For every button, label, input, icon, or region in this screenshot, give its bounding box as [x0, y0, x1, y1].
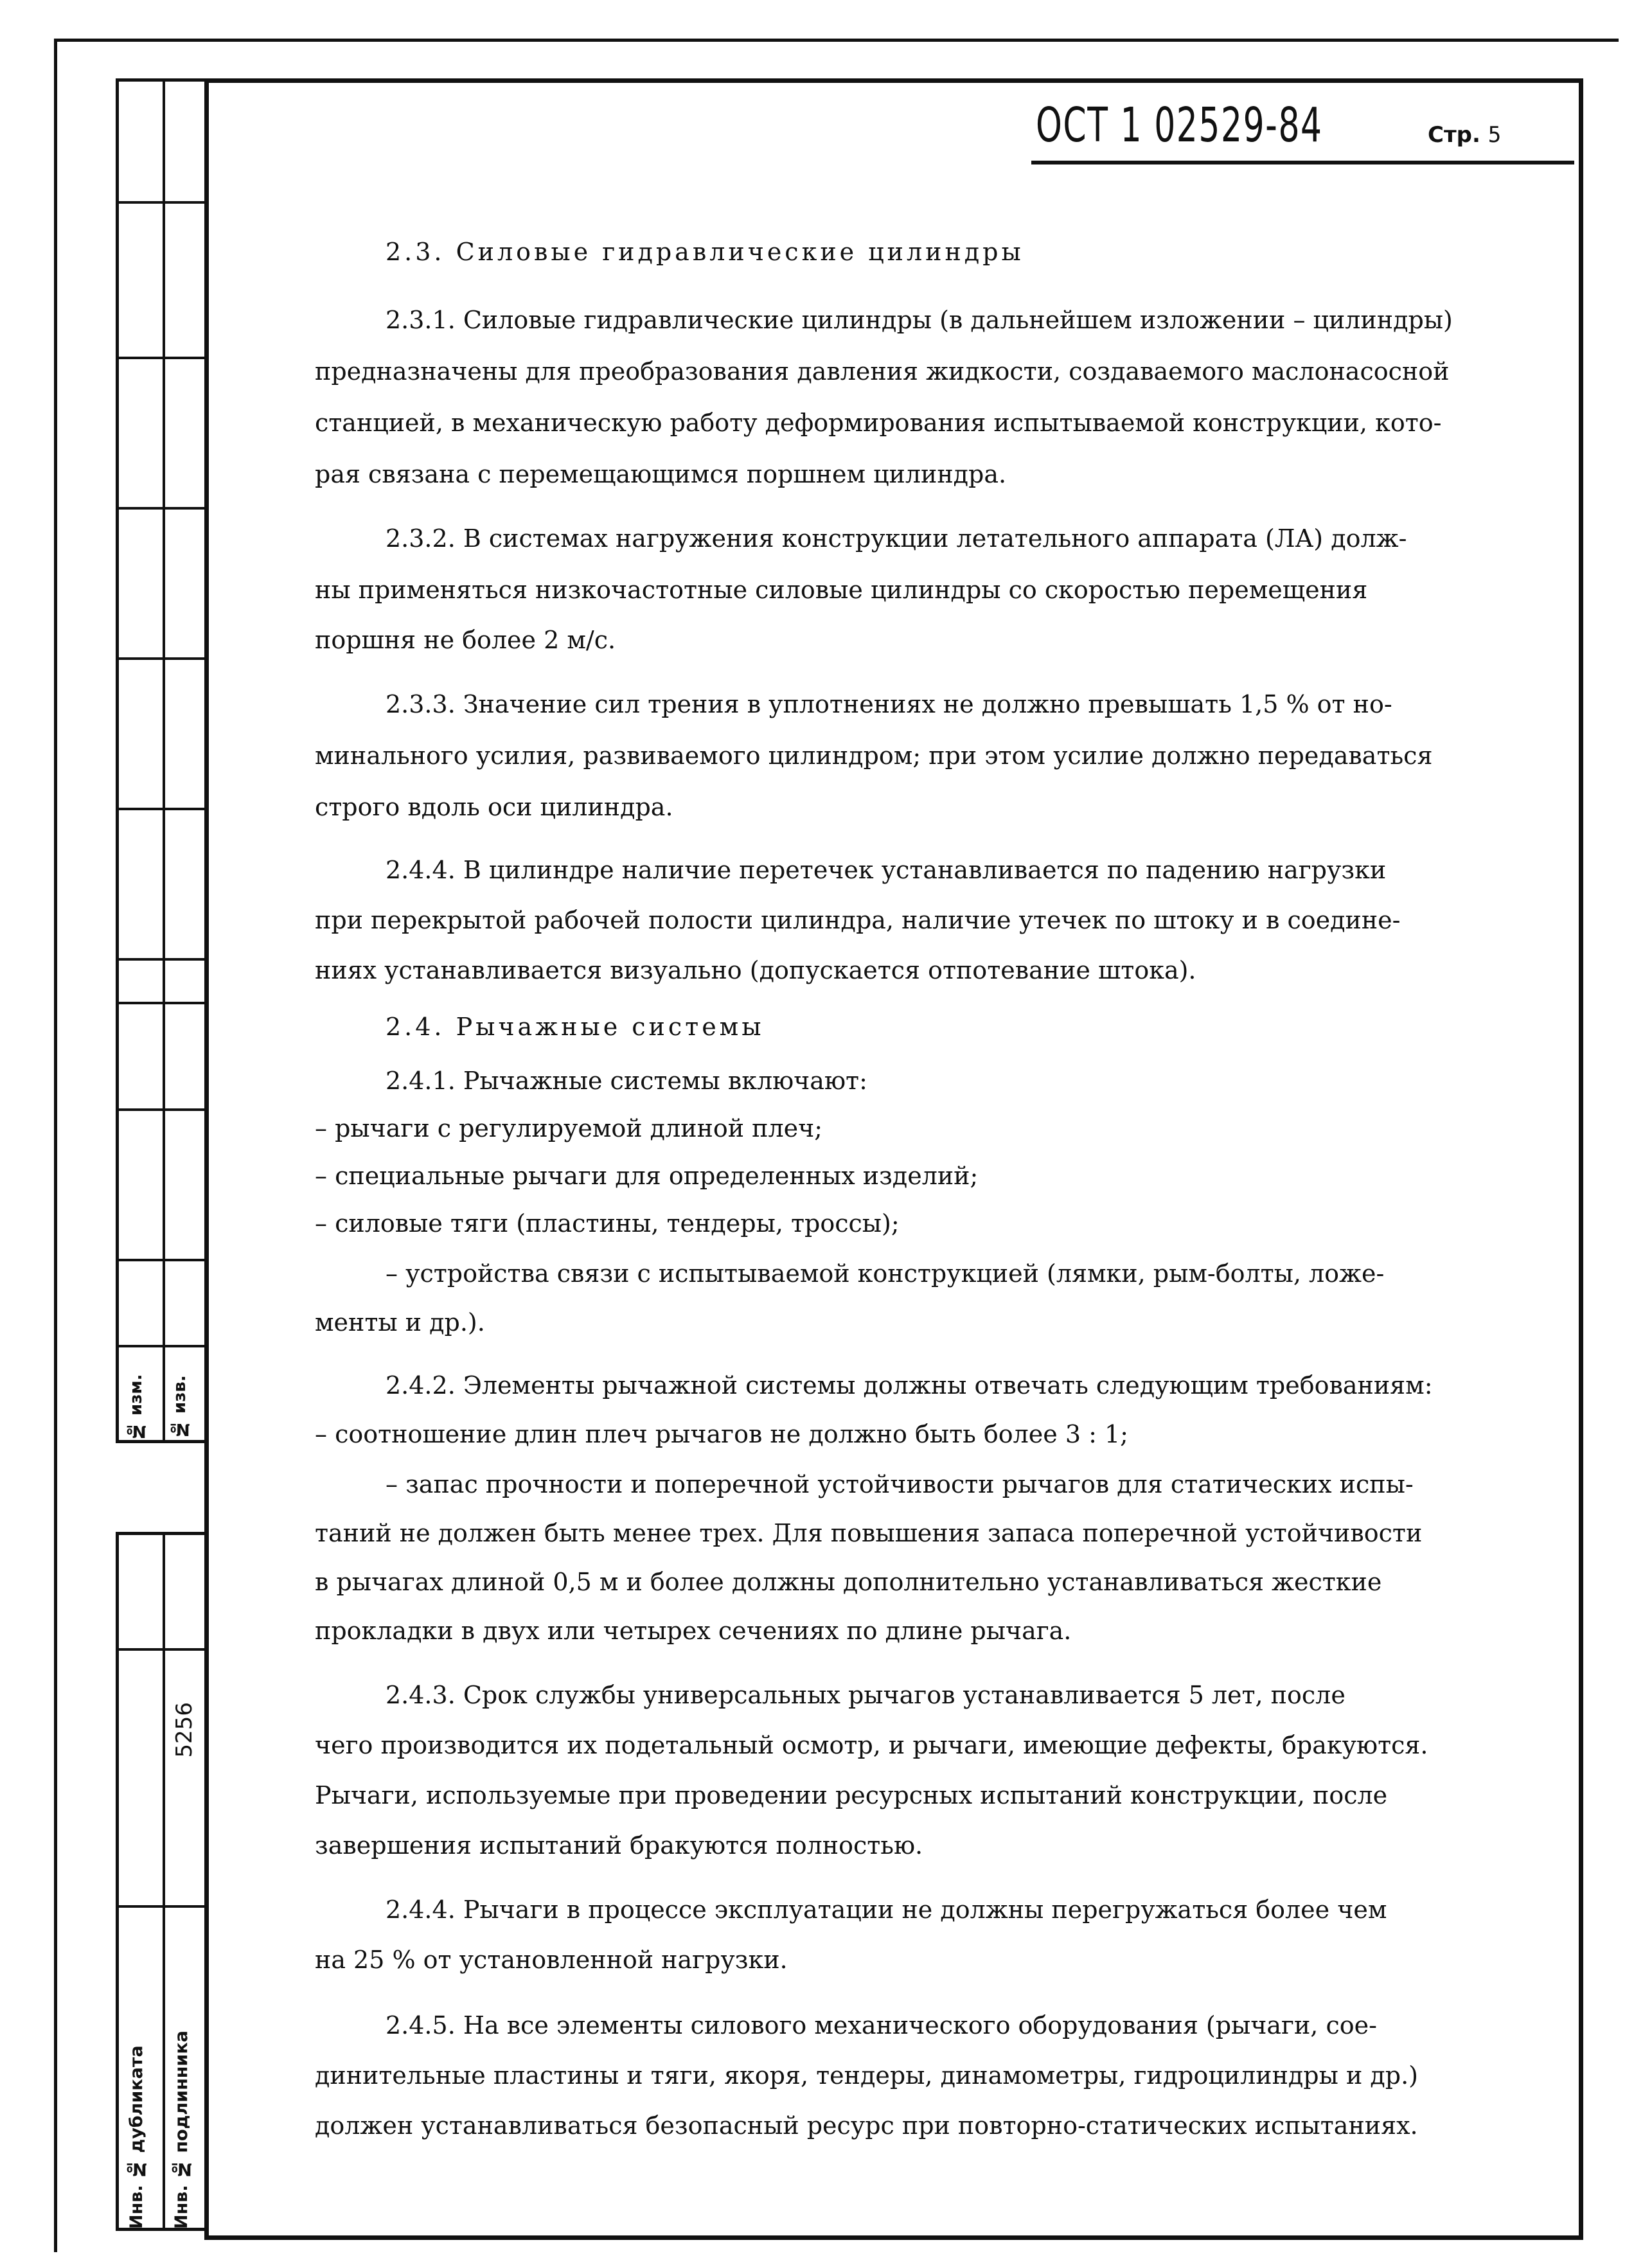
paragraph-line: рая связана с перемещающимся поршнем цилиндра.	[315, 460, 1007, 488]
paragraph-line: чего производится их подетальный осмотр, и рычаги, имеющие дефекты, бракуются.	[315, 1731, 1428, 1759]
paragraph-line: 2.4.4. Рычаги в процессе эксплуатации не должны перегружаться более чем	[386, 1896, 1387, 1924]
strip-column-divider	[163, 1535, 165, 2228]
paragraph-line: таний не должен быть менее трех. Для повышения запаса поперечной устойчивости	[315, 1519, 1423, 1547]
list-item: – специальные рычаги для определенных изделий;	[315, 1162, 979, 1190]
paragraph-line: в рычагах длиной 0,5 м и более должны дополнительно устанавливаться жесткие	[315, 1568, 1382, 1596]
document-code: ОСТ 1 02529-84	[1036, 98, 1323, 153]
paragraph-line: станцией, в механическую работу деформирования испытываемой конструкции, кото-	[315, 409, 1442, 437]
change-log-strip	[116, 78, 204, 1443]
paragraph-line: 2.3.3. Значение сил трения в уплотнениях не должно превышать 1,5 % от но-	[386, 690, 1392, 718]
paragraph-line: 2.4.3. Срок службы универсальных рычагов устанавливается 5 лет, после	[386, 1681, 1346, 1709]
paragraph-line: на 25 % от установленной нагрузки.	[315, 1946, 788, 1974]
strip-row-line	[119, 201, 204, 204]
paragraph-line: ниях устанавливается визуально (допускается отпотевание штока).	[315, 956, 1196, 984]
paragraph-line: завершения испытаний бракуются полностью.	[315, 1831, 923, 1860]
strip-row-line	[119, 808, 204, 810]
paragraph-line: ны применяться низкочастотные силовые цилиндры со скоростью перемещения	[315, 576, 1368, 604]
original-inventory-label: Инв. № подлинника	[172, 2030, 191, 2229]
change-number-label: № изм.	[127, 1374, 146, 1441]
paragraph-line: менты и др.).	[315, 1308, 485, 1337]
section-heading: 2.4. Рычажные системы	[386, 1013, 765, 1041]
paragraph-line: 2.4.5. На все элементы силового механического оборудования (рычаги, сое-	[386, 2011, 1377, 2039]
paragraph-line: должен устанавливаться безопасный ресурс при повторно-статических испытаниях.	[315, 2111, 1418, 2140]
list-item: – устройства связи с испытываемой конструкцией (лямки, рым-болты, ложе-	[386, 1259, 1385, 1288]
duplicate-inventory-label: Инв. № дубликата	[127, 2045, 147, 2229]
paragraph-line: 2.4.4. В цилиндре наличие перетечек устанавливается по падению нагрузки	[386, 856, 1387, 884]
page-label: Стр.	[1428, 122, 1480, 148]
strip-row-line	[119, 1002, 204, 1004]
paragraph-line: при перекрытой рабочей полости цилиндра, наличие утечек по штоку и в соедине-	[315, 906, 1401, 934]
page-indicator	[1428, 122, 1501, 148]
strip-row-line	[119, 1259, 204, 1261]
original-inventory-number: 5256	[172, 1702, 197, 1758]
strip-row-line	[119, 1108, 204, 1111]
page-number: 5	[1488, 122, 1502, 148]
paragraph-line: предназначены для преобразования давления жидкости, создаваемого маслонасосной	[315, 357, 1450, 386]
paragraph-line: строго вдоль оси цилиндра.	[315, 793, 673, 821]
notice-number-label: № изв.	[170, 1375, 190, 1439]
strip-row-line	[119, 507, 204, 510]
list-item: – соотношение длин плеч рычагов не должно быть более 3 : 1;	[315, 1420, 1128, 1448]
list-item: – рычаги с регулируемой длиной плеч;	[315, 1114, 823, 1142]
paragraph-line: Рычаги, используемые при проведении ресурсных испытаний конструкции, после	[315, 1781, 1388, 1809]
section-heading: 2.3. Силовые гидравлические цилиндры	[386, 238, 1024, 266]
strip-row-line	[119, 958, 204, 961]
paragraph-line: прокладки в двух или четырех сечениях по длине рычага.	[315, 1617, 1072, 1645]
strip-row-line	[119, 1648, 204, 1651]
paragraph-line: 2.3.1. Силовые гидравлические цилиндры (в дальнейшем изложении – цилиндры)	[386, 306, 1453, 334]
strip-row-line	[119, 1345, 204, 1347]
paragraph-line: поршня не более 2 м/с.	[315, 626, 616, 654]
strip-row-line	[119, 1905, 204, 1908]
paragraph-line: минального усилия, развиваемого цилиндром; при этом усилие должно передаваться	[315, 742, 1433, 770]
paragraph-line: 2.4.2. Элементы рычажной системы должны отвечать следующим требованиям:	[386, 1371, 1433, 1399]
paragraph-line: динительные пластины и тяги, якоря, тендеры, динамометры, гидроцилиндры и др.)	[315, 2061, 1418, 2090]
paragraph-line: 2.4.1. Рычажные системы включают:	[386, 1067, 867, 1095]
header-rule	[1031, 161, 1574, 164]
strip-row-line	[119, 357, 204, 359]
paragraph-line: 2.3.2. В системах нагружения конструкции летательного аппарата (ЛА) долж-	[386, 524, 1407, 553]
inventory-strip	[116, 1532, 204, 2231]
strip-column-divider	[163, 82, 165, 1440]
strip-row-line	[119, 657, 204, 660]
list-item: – запас прочности и поперечной устойчивости рычагов для статических испы-	[386, 1470, 1414, 1498]
list-item: – силовые тяги (пластины, тендеры, тросcы);	[315, 1209, 900, 1238]
